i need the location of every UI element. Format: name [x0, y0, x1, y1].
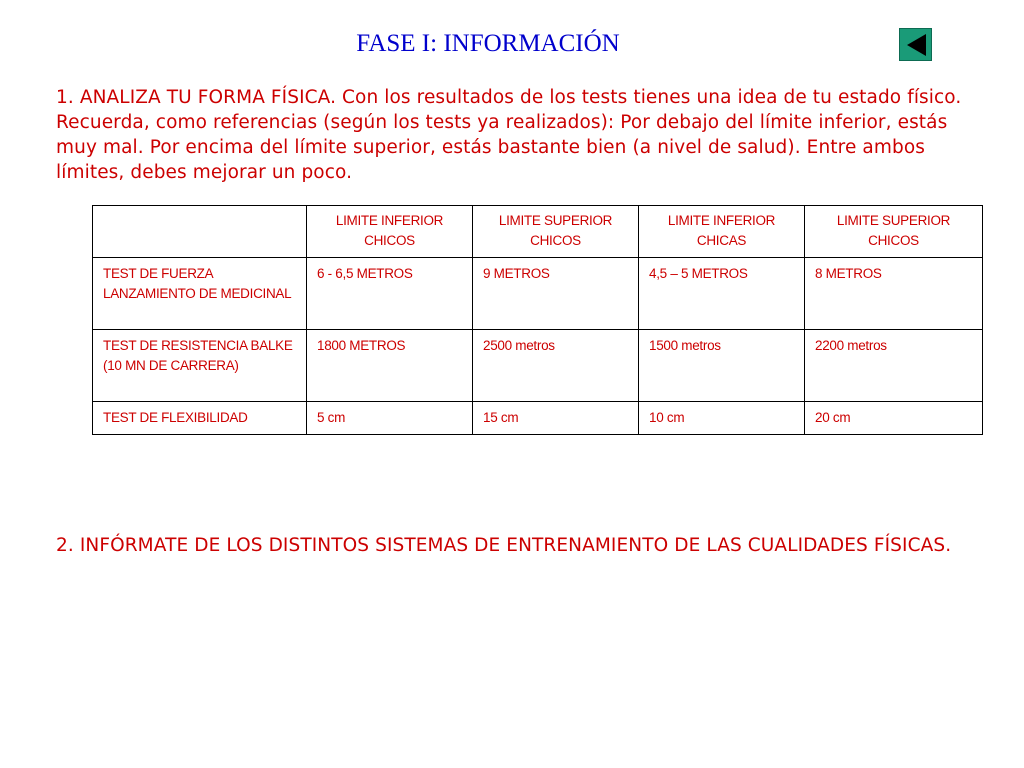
page-title: FASE I: INFORMACIÓN: [356, 30, 620, 57]
table-cell: 2500 metros: [473, 330, 639, 402]
table-cell: 9 METROS: [473, 258, 639, 330]
table-cell: 15 cm: [473, 402, 639, 435]
table-row: [93, 258, 983, 330]
header-cell: LIMITE INFERIOR CHICOS: [307, 206, 473, 258]
table-cell: 4,5 – 5 METROS: [639, 258, 805, 330]
header-cell: LIMITE INFERIOR CHICAS: [639, 206, 805, 258]
second-paragraph: 2. INFÓRMATE DE LOS DISTINTOS SISTEMAS DE ENTRENAMIENTO DE LAS CUALIDADES FÍSICAS.: [56, 535, 952, 556]
table-header-row: [93, 206, 983, 258]
table-row: [93, 330, 983, 402]
header-cell-empty: [93, 206, 307, 258]
table-cell: 2200 metros: [805, 330, 983, 402]
intro-paragraph: 1. ANALIZA TU FORMA FÍSICA. Con los resultados de los tests tienes una idea de tu estado físico. Recuerda, como referencias (según los tests ya realizados): Por debajo del límite inferior, estás muy mal. Por encima del límite superior, estás bastante bien (a nivel de salud). Entre ambos límites, debes mejorar un poco.: [56, 87, 962, 183]
table-cell: 1500 metros: [639, 330, 805, 402]
table-cell: 1800 METROS: [307, 330, 473, 402]
table-cell: 5 cm: [307, 402, 473, 435]
test-name-cell: TEST DE RESISTENCIA BALKE (10 MN DE CARRERA): [93, 330, 307, 402]
table-cell: 6 - 6,5 METROS: [307, 258, 473, 330]
fitness-tests-table: [92, 205, 983, 435]
back-triangle-icon: [907, 34, 926, 56]
header-cell: LIMITE SUPERIOR CHICOS: [805, 206, 983, 258]
table-cell: 20 cm: [805, 402, 983, 435]
table-cell: 8 METROS: [805, 258, 983, 330]
test-name-cell: TEST DE FUERZA LANZAMIENTO DE MEDICINAL: [93, 258, 307, 330]
table-row: [93, 402, 983, 435]
test-name-cell: TEST DE FLEXIBILIDAD: [93, 402, 307, 435]
back-button[interactable]: [899, 28, 932, 61]
header-cell: LIMITE SUPERIOR CHICOS: [473, 206, 639, 258]
table-cell: 10 cm: [639, 402, 805, 435]
